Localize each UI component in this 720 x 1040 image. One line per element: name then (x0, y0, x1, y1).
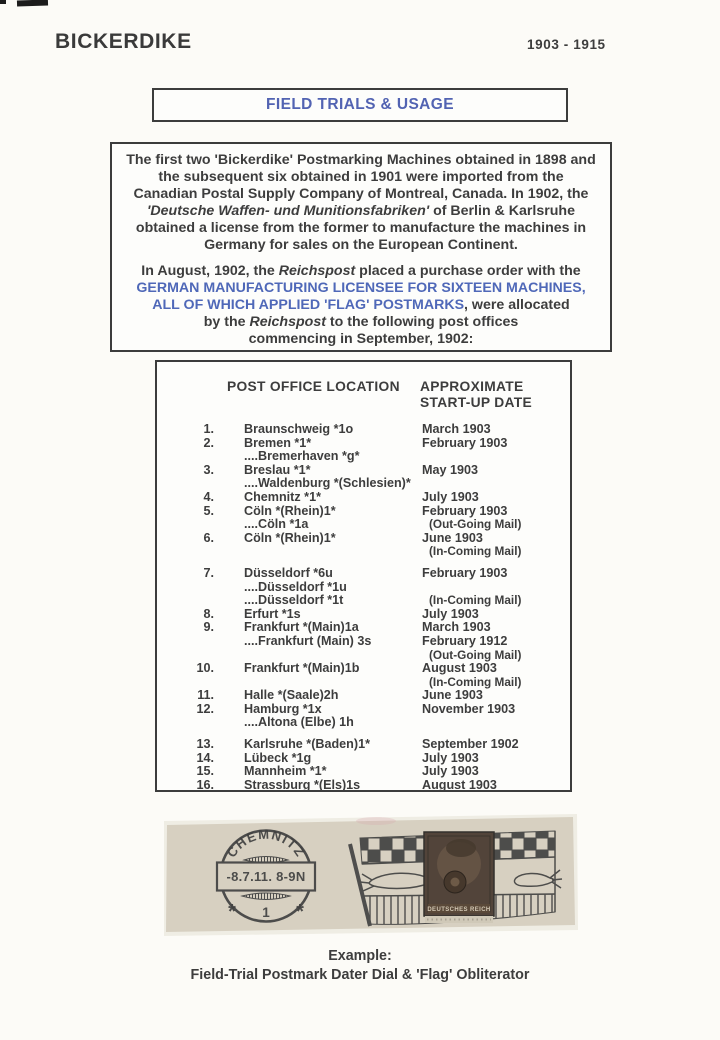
table-row (157, 518, 570, 532)
figure-caption (0, 947, 720, 985)
intro-line: In August, 1902, the Reichspost placed a purchase order with the (141, 263, 581, 279)
caption-line2: Field-Trial Postmark Dater Dial & 'Flag' Obliterator (190, 967, 530, 983)
row-location: ....Bremerhaven *g* (244, 449, 360, 464)
section-title: FIELD TRIALS & USAGE (266, 96, 454, 113)
row-date-note: (Out-Going Mail) (429, 647, 522, 662)
intro-line: by the Reichspost to the following post offices (203, 314, 519, 330)
intro-paragraph (112, 263, 610, 348)
page-title: BICKERDIKE (55, 30, 192, 53)
row-date: February 1912 (422, 633, 508, 648)
table-row (157, 738, 570, 752)
row-date: November 1903 (422, 701, 516, 716)
intro-line: The first two 'Bickerdike' Postmarking Machines obtained in 1898 and (126, 152, 596, 168)
intro-box (110, 142, 612, 352)
table-row (157, 423, 570, 437)
table-row (157, 662, 570, 676)
table-row (157, 765, 570, 779)
table-row (157, 676, 570, 690)
table-row (157, 464, 570, 478)
row-location: Frankfurt *(Main)1b (244, 661, 360, 676)
row-location: Breslau *1* (244, 462, 311, 477)
table-row (157, 703, 570, 717)
row-location: Halle *(Saale)2h (244, 688, 339, 703)
row-number (157, 477, 214, 491)
table-row (157, 437, 570, 451)
row-number: 15. (196, 764, 214, 779)
row-date: June 1903 (422, 530, 483, 545)
dial-star-left: * (228, 901, 236, 923)
row-date: March 1903 (422, 422, 491, 436)
row-location: Cöln *(Rhein)1* (244, 503, 336, 518)
row-number (157, 545, 214, 559)
table-row (157, 716, 570, 730)
scan-smudge (356, 817, 396, 825)
row-date: February 1903 (422, 565, 508, 580)
row-date-note: (Out-Going Mail) (429, 517, 522, 532)
row-date: July 1903 (422, 764, 479, 779)
row-location (244, 649, 422, 663)
table-row (157, 608, 570, 622)
row-location: Braunschweig *1o (244, 422, 354, 436)
row-location: Frankfurt *(Main)1a (244, 620, 359, 635)
row-location: Karlsruhe *(Baden)1* (244, 737, 370, 752)
dial-town-text: CHEMNITZ (223, 826, 309, 861)
row-number (157, 518, 214, 532)
caption-line1: Example: (328, 948, 392, 964)
row-date-note: (In-Coming Mail) (429, 544, 522, 559)
table-row (157, 505, 570, 519)
table-row (157, 594, 570, 608)
row-date: July 1903 (422, 489, 479, 504)
row-date: February 1903 (422, 503, 508, 518)
row-location: Strassburg *(Els)1s (244, 777, 361, 792)
row-number: 16. (196, 777, 214, 792)
row-number: 6. (203, 530, 214, 545)
table-row (157, 567, 570, 581)
row-number (157, 594, 214, 608)
row-number: 1. (203, 422, 214, 436)
row-location (244, 545, 422, 559)
row-location: ....Düsseldorf *1u (244, 579, 347, 594)
row-date: August 1903 (422, 661, 497, 676)
intro-paragraph (112, 152, 610, 254)
stamp (424, 832, 494, 923)
row-number: 10. (196, 661, 214, 676)
intro-line: Canadian Postal Supply Company of Montreal, Canada. In 1902, the (133, 186, 589, 202)
table-row (157, 752, 570, 766)
row-date (422, 716, 570, 730)
row-date (422, 450, 570, 464)
row-number: 5. (203, 503, 214, 518)
row-number: 4. (203, 489, 214, 504)
table-row (157, 491, 570, 505)
row-location: ....Frankfurt (Main) 3s (244, 633, 372, 648)
table-row (157, 779, 570, 793)
row-location: Hamburg *1x (244, 701, 322, 716)
row-date: July 1903 (422, 750, 479, 765)
intro-line: 'Deutsche Waffen- und Munitionsfabriken' of Berlin & Karlsruhe (147, 203, 575, 219)
intro-text (112, 152, 610, 348)
row-number: 2. (203, 435, 214, 450)
row-number: 11. (197, 688, 214, 703)
row-number (157, 676, 214, 690)
row-date: March 1903 (422, 620, 491, 635)
postmark-figure-svg (164, 814, 578, 938)
dial-index-text: 1 (262, 905, 270, 920)
post-office-table (155, 360, 572, 792)
table-row (157, 635, 570, 649)
row-number (157, 635, 214, 649)
table-rows (157, 423, 570, 792)
row-number: 3. (203, 462, 214, 477)
row-number (157, 450, 214, 464)
row-number: 8. (203, 606, 214, 621)
postmark-figure (164, 814, 578, 938)
table-row (157, 450, 570, 464)
row-location: Bremen *1* (244, 435, 312, 450)
date-range: 1903 - 1915 (527, 37, 606, 52)
intro-line: commencing in September, 1902: (248, 331, 474, 347)
row-date (422, 581, 570, 595)
scan-artifact (0, 0, 6, 4)
table-row (157, 649, 570, 663)
row-number: 14. (196, 750, 214, 765)
intro-line: GERMAN MANUFACTURING LICENSEE FOR SIXTEEN MACHINES, (136, 280, 586, 296)
row-location: ....Altona (Elbe) 1h (244, 715, 354, 730)
row-number: 9. (203, 620, 214, 635)
row-number: 13. (196, 737, 214, 752)
row-date: February 1903 (422, 435, 508, 450)
row-location: ....Waldenburg *(Schlesien)* (244, 476, 411, 491)
table-row (157, 532, 570, 546)
stamp-label-text: DEUTSCHES REICH (427, 907, 491, 914)
row-number (157, 581, 214, 595)
row-location: Chemnitz *1* (244, 489, 321, 504)
row-date (422, 477, 570, 491)
table-row (157, 621, 570, 635)
column-header-date-line2: START-UP DATE (420, 395, 532, 410)
row-location: ....Düsseldorf *1t (244, 593, 344, 608)
intro-line: the subsequent six obtained in 1901 were imported from the (158, 169, 564, 185)
row-date: September 1902 (422, 737, 519, 752)
column-header-date-line1: APPROXIMATE (420, 379, 524, 394)
intro-line: obtained a license from the former to manufacture the machines in (135, 220, 587, 236)
row-location: ....Cöln *1a (244, 517, 309, 532)
row-date-note: (In-Coming Mail) (429, 674, 522, 689)
row-number: 7. (203, 565, 214, 580)
dial-date-text: -8.7.11. 8-9N (226, 869, 306, 884)
table-row (157, 477, 570, 491)
scan-artifact (17, 0, 48, 7)
row-location: Mannheim *1* (244, 764, 327, 779)
row-location (244, 676, 422, 690)
row-date-note: (In-Coming Mail) (429, 593, 522, 608)
row-location: Lübeck *1g (244, 750, 312, 765)
row-location: Cöln *(Rhein)1* (244, 530, 336, 545)
table-row (157, 545, 570, 559)
row-date: August 1903 (422, 777, 497, 792)
table-row (157, 689, 570, 703)
row-date: May 1903 (422, 462, 479, 477)
intro-line: Germany for sales on the European Continent. (204, 237, 518, 253)
row-number: 12. (196, 701, 214, 716)
row-date: July 1903 (422, 606, 479, 621)
row-location: Düsseldorf *6u (244, 565, 333, 580)
column-header-date (420, 379, 532, 411)
column-header-location: POST OFFICE LOCATION (227, 379, 400, 394)
table-row (157, 581, 570, 595)
row-number (157, 716, 214, 730)
intro-line: ALL OF WHICH APPLIED 'FLAG' POSTMARKS, were allocated (152, 297, 570, 313)
row-location: Erfurt *1s (244, 606, 301, 621)
section-title-box (152, 88, 568, 122)
row-number (157, 649, 214, 663)
row-date: June 1903 (422, 688, 483, 703)
dial-star-right: * (296, 901, 304, 923)
